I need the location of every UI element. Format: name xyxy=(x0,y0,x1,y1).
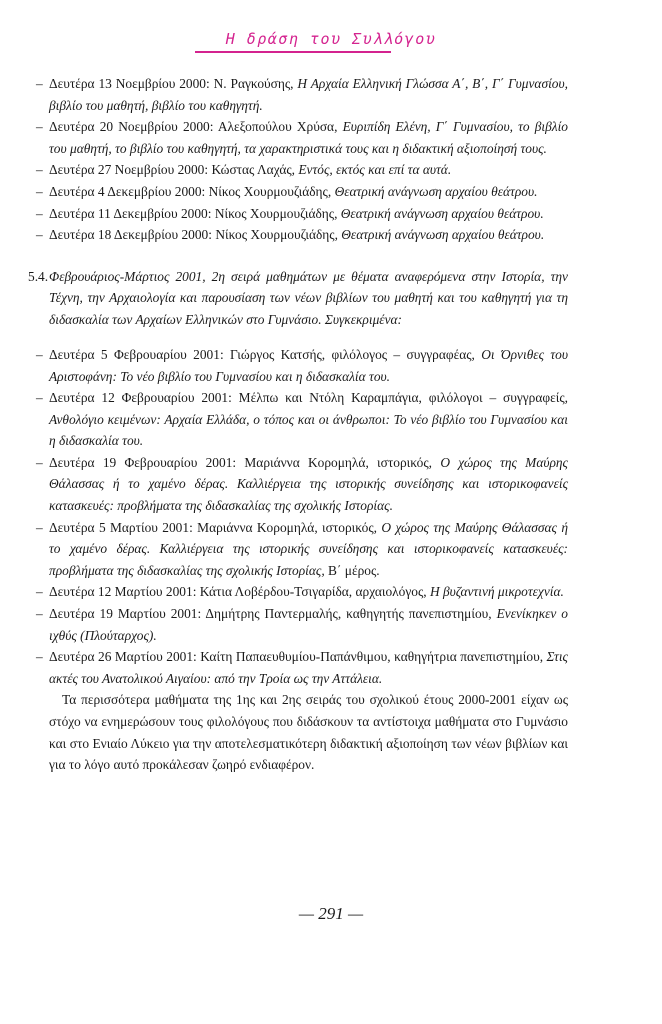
page-number: — 291 — xyxy=(298,904,364,923)
lecture-speaker: Γιώργος Κατσής, φιλόλογος – συγγραφέας, xyxy=(230,346,482,362)
lecture-date: Δευτέρα 18 Δεκεμβρίου 2000: xyxy=(49,227,216,243)
lecture-speaker: Μαριάννα Κορομηλά, ιστορικός, xyxy=(197,519,382,535)
lecture-title: Ο χώρος της Μαύρης Θάλασσας ή το χαμένο δέρας. Καλλιέργεια της ιστορικής συνείδησης και ιστορικοφανείς κατασκευές: προβλήματα της διδασκαλίας της σχολικής Ιστορίας. xyxy=(49,454,568,514)
lecture-list-november-december xyxy=(28,73,568,246)
lecture-date: Δευτέρα 19 Μαρτίου 2001: xyxy=(49,606,206,622)
lecture-title: Εντός, εκτός και επί τα αυτά. xyxy=(298,162,452,178)
lecture-item: – Δευτέρα 11 Δεκεμβρίου 2000: Νίκος Χουρμουζιάδης, Θεατρική ανάγνωση αρχαίου θεάτρου. xyxy=(36,205,544,221)
lecture-item: – Δευτέρα 12 Μαρτίου 2001: Κάτια Λοβέρδου-Τσιγαρίδα, αρχαιολόγος, Η βυζαντινή μικροτεχνία. xyxy=(36,584,564,600)
section-number: 5.4. xyxy=(28,268,49,284)
lecture-item: – Δευτέρα 13 Νοεμβρίου 2000: Ν. Ραγκούσης, Η Αρχαία Ελληνική Γλώσσα Α΄, Β΄, Γ΄ Γυμνασίου, βιβλίο του μαθητή, βιβλίο του καθηγητή. xyxy=(36,76,568,113)
lecture-speaker: Αλεξοπούλου Χρύσα, xyxy=(217,119,343,135)
header-rule xyxy=(195,51,391,53)
lecture-title: Η βυζαντινή μικροτεχνία. xyxy=(429,584,564,600)
lecture-date: Δευτέρα 26 Μαρτίου 2001: xyxy=(49,649,201,665)
lecture-title: Ο χώρος της Μαύρης Θάλασσας ή το χαμένο δέρας. Καλλιέργεια της ιστορικής συνείδησης και ιστορικοφανείς κατασκευές: προβλήματα της διδασκαλίας της σχολικής Ιστορίας, xyxy=(49,519,568,578)
lecture-title: Οι Όρνιθες του Αριστοφάνη: Το νέο βιβλίο του Γυμνασίου και η διδασκαλία του. xyxy=(49,346,568,384)
lecture-speaker: Δημήτρης Παντερμαλής, καθηγητής πανεπιστημίου, xyxy=(205,606,497,622)
lecture-item: – Δευτέρα 12 Φεβρουαρίου 2001: Μέλπω και Ντόλη Καραμπάγια, φιλόλογοι – συγγραφείς, Ανθολόγιο κειμένων: Αρχαία Ελλάδα, ο τόπος και οι άνθρωποι: Το νέο βιβλίο του Γυμνασίου και η διδασκαλία του. xyxy=(36,390,568,449)
lecture-speaker: Μέλπω και Ντόλη Καραμπάγια, φιλόλογοι – συγγραφείς, xyxy=(238,390,568,406)
lecture-item: – Δευτέρα 4 Δεκεμβρίου 2000: Νίκος Χουρμουζιάδης, Θεατρική ανάγνωση αρχαίου θεάτρου. xyxy=(36,183,538,199)
lecture-date: Δευτέρα 27 Νοεμβρίου 2000: xyxy=(49,162,212,178)
lecture-date: Δευτέρα 12 Φεβρουαρίου 2001: xyxy=(49,390,239,406)
lecture-speaker: Καίτη Παπαευθυμίου-Παπάνθιμου, καθηγήτρια πανεπιστημίου, xyxy=(200,649,547,665)
section-heading-text: Φεβρουάριος-Μάρτιος 2001, 2η σειρά μαθημάτων με θέματα αναφερόμενα στην Ιστορία, την Τέχνη, την Αρχαιολογία και παρουσίαση των νέων βιβλίων του μαθητή και του καθηγητή για τη διδασκαλία των Αρχαίων Ελληνικών στο Γυμνάσιο. Συγκεκριμένα: xyxy=(49,268,568,327)
lecture-speaker: Μαριάννα Κορομηλά, ιστορικός, xyxy=(244,454,441,470)
lecture-speaker: Νίκος Χουρμουζιάδης, xyxy=(214,205,341,221)
lecture-speaker: Κάτια Λοβέρδου-Τσιγαρίδα, αρχαιολόγος, xyxy=(199,584,430,600)
lecture-title: Η Αρχαία Ελληνική Γλώσσα Α΄, Β΄, Γ΄ Γυμνασίου, βιβλίο του μαθητή, βιβλίο του καθηγητή. xyxy=(49,76,568,113)
lecture-item: – Δευτέρα 5 Φεβρουαρίου 2001: Γιώργος Κατσής, φιλόλογος – συγγραφέας, Οι Όρνιθες του Αριστοφάνη: Το νέο βιβλίο του Γυμνασίου και η διδασκαλία του. xyxy=(36,346,568,384)
lecture-item: – Δευτέρα 19 Μαρτίου 2001: Δημήτρης Παντερμαλής, καθηγητής πανεπιστημίου, Ενενίκηκεν ο ιχθύς (Πλούταρχος). xyxy=(36,606,569,643)
lecture-date: Δευτέρα 13 Νοεμβρίου 2000: xyxy=(49,76,214,91)
lecture-date: Δευτέρα 20 Νοεμβρίου 2000: xyxy=(49,119,218,135)
lecture-title: Ενενίκηκεν ο ιχθύς (Πλούταρχος). xyxy=(49,606,569,643)
lecture-speaker: Ν. Ραγκούσης, xyxy=(213,76,298,91)
lecture-item: – Δευτέρα 5 Μαρτίου 2001: Μαριάννα Κορομηλά, ιστορικός, Ο χώρος της Μαύρης Θάλασσας ή το χαμένο δέρας. Καλλιέργεια της ιστορικής συνείδησης και ιστορικοφανείς κατασκευές: προβλήματα της διδασκαλίας της σχολικής Ιστορίας, Β΄ μέρος. xyxy=(36,519,568,578)
lecture-title: Ευριπίδη Ελένη, Γ΄ Γυμνασίου, το βιβλίο του μαθητή, το βιβλίο του καθηγητή, τα χαρακτηριστικά τους και η διδακτική αξιοποίησή τους. xyxy=(49,119,569,156)
lecture-title: Θεατρική ανάγνωση αρχαίου θεάτρου. xyxy=(334,183,538,199)
lecture-item: – Δευτέρα 20 Νοεμβρίου 2000: Αλεξοπούλου Χρύσα, Ευριπίδη Ελένη, Γ΄ Γυμνασίου, το βιβλίο του μαθητή, το βιβλίο του καθηγητή, τα χαρακτηριστικά τους και η διδακτική αξιοποίησή τους. xyxy=(36,119,569,156)
lecture-title: Στις ακτές του Ανατολικού Αιγαίου: από την Τροία ως την Αττάλεια. xyxy=(49,649,568,686)
page-body xyxy=(28,73,568,776)
closing-paragraph: Τα περισσότερα μαθήματα της 1ης και 2ης σειράς του σχολικού έτους 2000-2001 είχαν ως στόχο να ενημερώσουν τους φιλολόγους που διδάσκουν τα αντίστοιχα μαθήματα στο Γυμνάσιο και στο Ενιαίο Λύκειο για την αποτελεσματικότερη διδακτική αξιοποίηση των νέων βιβλίων και για το λόγο αυτό προκάλεσαν ζωηρό ενδιαφέρον. xyxy=(49,692,568,773)
lecture-date: Δευτέρα 4 Δεκεμβρίου 2000: xyxy=(49,183,209,199)
lecture-speaker: Νίκος Χουρμουζιάδης, xyxy=(208,183,335,199)
lecture-item: – Δευτέρα 26 Μαρτίου 2001: Καίτη Παπαευθυμίου-Παπάνθιμου, καθηγήτρια πανεπιστημίου, Στις ακτές του Ανατολικού Αιγαίου: από την Τροία ως την Αττάλεια. xyxy=(36,649,568,686)
lecture-date: Δευτέρα 19 Φεβρουαρίου 2001: xyxy=(49,454,245,470)
lecture-part: Β΄ μέρος. xyxy=(328,562,380,578)
lecture-item: – Δευτέρα 19 Φεβρουαρίου 2001: Μαριάννα Κορομηλά, ιστορικός, Ο χώρος της Μαύρης Θάλασσας ή το χαμένο δέρας. Καλλιέργεια της ιστορικής συνείδησης και ιστορικοφανείς κατασκευές: προβλήματα της διδασκαλίας της σχολικής Ιστορίας. xyxy=(36,454,568,514)
lecture-title: Ανθολόγιο κειμένων: Αρχαία Ελλάδα, ο τόπος και οι άνθρωποι: Το νέο βιβλίο του Γυμνασίου και η διδασκαλία του. xyxy=(49,411,568,449)
lecture-title: Θεατρική ανάγνωση αρχαίου θεάτρου. xyxy=(341,227,545,243)
lecture-item: – Δευτέρα 18 Δεκεμβρίου 2000: Νίκος Χουρμουζιάδης, Θεατρική ανάγνωση αρχαίου θεάτρου. xyxy=(36,227,545,243)
section-heading xyxy=(28,266,568,331)
lecture-item: – Δευτέρα 27 Νοεμβρίου 2000: Κώστας Λαχάς, Εντός, εκτός και επί τα αυτά. xyxy=(36,162,452,178)
lecture-date: Δευτέρα 12 Μαρτίου 2001: xyxy=(49,584,200,600)
lecture-list-february-march xyxy=(28,344,568,690)
lecture-speaker: Κώστας Λαχάς, xyxy=(211,162,299,178)
lecture-date: Δευτέρα 11 Δεκεμβρίου 2000: xyxy=(49,205,215,221)
running-header: Η δράση του Συλλόγου xyxy=(225,30,437,48)
lecture-date: Δευτέρα 5 Φεβρουαρίου 2001: xyxy=(49,346,231,362)
lecture-date: Δευτέρα 5 Μαρτίου 2001: xyxy=(49,519,198,535)
lecture-speaker: Νίκος Χουρμουζιάδης, xyxy=(215,227,342,243)
lecture-title: Θεατρική ανάγνωση αρχαίου θεάτρου. xyxy=(340,205,544,221)
